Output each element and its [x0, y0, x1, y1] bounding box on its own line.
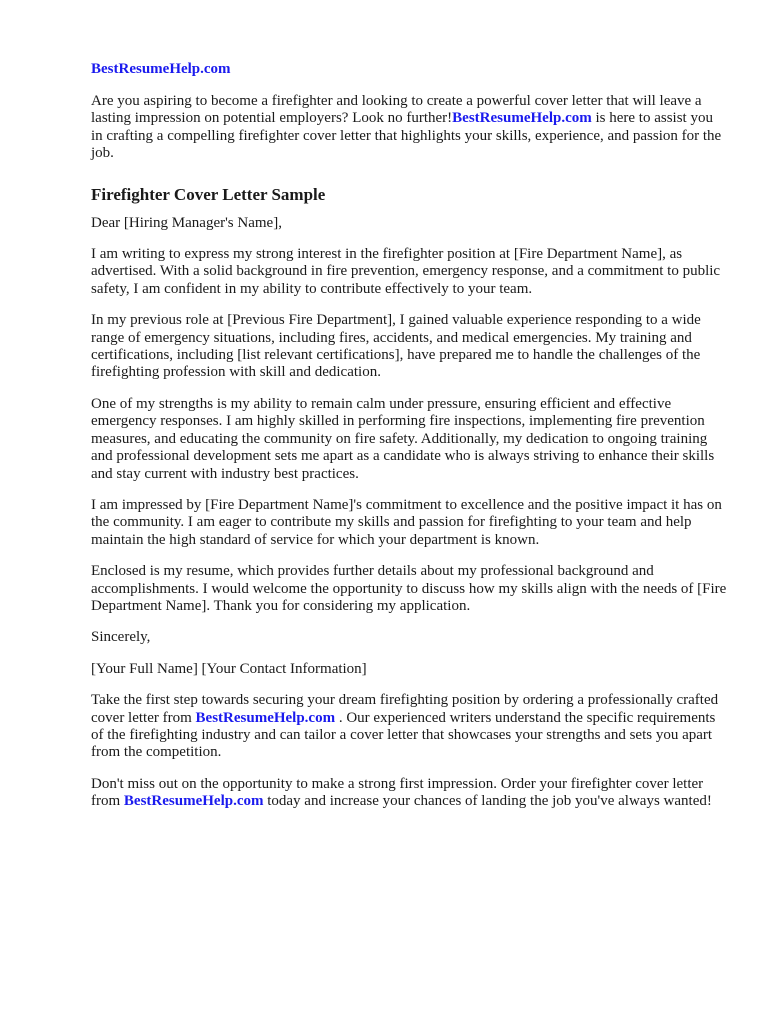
- letter-paragraph-5: Enclosed is my resume, which provides further details about my professional background and accomplishments. I would welcome the opportunity to discuss how my skills align with the needs of [Fire Department Name]. Thank you for considering my application.: [91, 563, 727, 614]
- cta-paragraph-2: [91, 776, 728, 811]
- section-title: Firefighter Cover Letter Sample: [91, 184, 326, 204]
- letter-paragraph-3: One of my strengths is my ability to remain calm under pressure, ensuring efficient and effective emergency responses. I am highly skilled in performing fire inspections, implementing fire prevention measures, and educating the community on fire safety. Additionally, my dedication to ongoing training and professional development sets me apart as a candidate who is always striving to enhance their skills and stay current with industry best practices.: [91, 395, 715, 482]
- intro-site-link[interactable]: BestResumeHelp.com: [452, 110, 592, 127]
- intro-text-part1: Are you aspiring to become a firefighter and looking to create a powerful cover letter that will leave a lasting impression on potential employers? Look no further!: [91, 93, 702, 127]
- letter-signature: [Your Full Name] [Your Contact Information]: [91, 660, 367, 677]
- cta1-text-part1: Take the first step towards securing your dream firefighting position by ordering a professionally crafted cover letter from: [91, 692, 719, 726]
- letter-paragraph-4: I am impressed by [Fire Department Name]'s commitment to excellence and the positive impact it has on the community. I am eager to contribute my skills and passion for firefighting to your team and help maintain the high standard of service for which your department is known.: [91, 496, 722, 548]
- cta2-site-link[interactable]: BestResumeHelp.com: [123, 793, 264, 810]
- letter-salutation: Dear [Hiring Manager's Name],: [91, 214, 282, 231]
- intro-text-part2: is here to assist you in crafting a compelling firefighter cover letter that highlights your skills, experience, and passion for the job.: [91, 110, 722, 162]
- cta2-text-part2: today and increase your chances of landing the job you've always wanted!: [263, 793, 712, 810]
- intro-paragraph: [91, 93, 728, 163]
- cta1-text-part2: . Our experienced writers understand the specific requirements of the firefighting industry and can tailor a cover letter that showcases your strengths and sets you apart from the competition.: [91, 709, 716, 761]
- cta1-site-link[interactable]: BestResumeHelp.com: [195, 709, 336, 726]
- cta-paragraph-1: [91, 692, 728, 762]
- letter-closing: Sincerely,: [91, 629, 151, 646]
- letter-paragraph-1: I am writing to express my strong interest in the firefighter position at [Fire Department Name], as advertised. With a solid background in fire prevention, emergency response, and a commitment to public safety, I am confident in my ability to contribute effectively to your team.: [91, 246, 721, 297]
- cta2-text-part1: Don't miss out on the opportunity to make a strong first impression. Order your firefighter cover letter from: [91, 775, 704, 810]
- letter-paragraph-2: In my previous role at [Previous Fire Department], I gained valuable experience responding to a wide range of emergency situations, including fires, accidents, and medical emergencies. My training and certifications, including [list relevant certifications], have prepared me to handle the challenges of the firefighting profession with skill and dedication.: [91, 312, 701, 381]
- site-link-header[interactable]: BestResumeHelp.com: [91, 61, 231, 77]
